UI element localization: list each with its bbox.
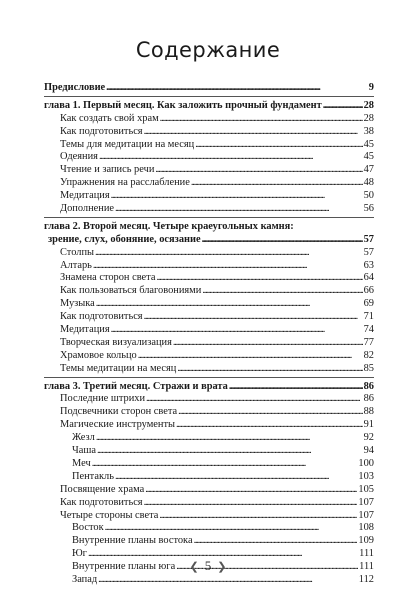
toc-entry-title: Подсвечники сторон света xyxy=(60,406,178,418)
toc-entry xyxy=(44,458,374,471)
toc-entry-page: 86 xyxy=(363,380,374,392)
toc-entry xyxy=(44,139,374,152)
toc-chapter-entry xyxy=(44,381,374,394)
toc-entry-title: Восток xyxy=(72,522,104,534)
dot-leader xyxy=(111,190,363,203)
toc-entry-title: Знамена сторон света xyxy=(60,272,156,284)
toc-entry-page: 77 xyxy=(363,336,374,348)
toc-entry-page: 94 xyxy=(363,445,374,457)
toc-entry-page: 82 xyxy=(363,349,374,361)
toc-entry-title: Меч xyxy=(72,457,91,469)
toc-entry-page: 57 xyxy=(363,233,374,245)
toc-entry-title: Юг xyxy=(72,548,87,560)
toc-entry-title: Как подготовиться xyxy=(60,125,143,137)
toc-entry-title: Магические инструменты xyxy=(60,419,175,431)
toc-entry-page: 47 xyxy=(363,164,374,176)
toc-entry-page: 56 xyxy=(363,203,374,215)
dot-leader xyxy=(177,363,362,376)
dot-leader xyxy=(144,126,363,139)
page-title: Содержание xyxy=(135,38,281,62)
dot-leader xyxy=(202,234,363,247)
toc-entry xyxy=(44,406,374,419)
dot-leader xyxy=(97,445,363,458)
toc-entry-page: 107 xyxy=(358,496,374,508)
toc-entry-page: 100 xyxy=(358,457,374,469)
toc-entry-page: 111 xyxy=(359,548,374,560)
dot-leader xyxy=(178,406,362,419)
toc-entry xyxy=(44,151,374,164)
toc-entry-title: Темы медитации на месяц xyxy=(60,362,177,374)
toc-entry-page: 64 xyxy=(363,272,374,284)
toc-entry-page: 28 xyxy=(363,99,374,111)
toc-entry-title: Жезл xyxy=(72,432,95,444)
toc-entry-page: 74 xyxy=(363,324,374,336)
toc-entry-title: Посвящение храма xyxy=(60,483,145,495)
toc-entry-title: глава 1. Первый месяц. Как заложить прочный фундамент xyxy=(44,99,322,111)
toc-entry xyxy=(44,419,374,432)
toc-entry xyxy=(44,177,374,190)
toc-entry xyxy=(44,324,374,337)
toc-entry-title: Как подготовиться xyxy=(60,496,143,508)
dot-leader xyxy=(156,272,362,285)
toc-entry-title: Пентакль xyxy=(72,470,114,482)
toc-entry xyxy=(44,203,374,216)
toc-entry-title: Запад xyxy=(72,573,98,585)
toc-entry-title: Чаша xyxy=(72,445,96,457)
section-divider xyxy=(44,377,374,380)
toc-entry-page: 50 xyxy=(363,190,374,202)
toc-entry-page: 63 xyxy=(363,259,374,271)
toc-entry-page: 107 xyxy=(358,509,374,521)
toc-chapter-entry xyxy=(44,82,374,95)
toc-entry-page: 85 xyxy=(363,362,374,374)
toc-entry-page: 108 xyxy=(358,522,374,534)
toc-entry-title: Последние штрихи xyxy=(60,393,146,405)
toc-entry-title: Как создать свой храм xyxy=(60,112,159,124)
toc-entry xyxy=(44,363,374,376)
toc-entry-title: зрение, слух, обоняние, осязание xyxy=(48,233,201,245)
toc-entry xyxy=(44,522,374,535)
dot-leader xyxy=(115,471,357,484)
dot-leader xyxy=(111,324,363,337)
toc-entry-title: Внутренние планы востока xyxy=(72,535,193,547)
toc-entry-page: 103 xyxy=(358,470,374,482)
section-divider xyxy=(44,217,374,220)
section-divider xyxy=(44,96,374,99)
toc-entry-page: 28 xyxy=(363,112,374,124)
toc-chapter-entry xyxy=(44,234,374,247)
toc-entry-page: 9 xyxy=(368,82,374,93)
toc-entry xyxy=(44,298,374,311)
toc-chapter-entry xyxy=(44,221,374,234)
toc-entry-title: Одеяния xyxy=(60,151,98,163)
dot-leader xyxy=(323,100,363,113)
toc-entry xyxy=(44,164,374,177)
toc-entry xyxy=(44,126,374,139)
toc-entry-page: 45 xyxy=(363,138,374,150)
toc-entry xyxy=(44,272,374,285)
toc-entry-title: глава 2. Второй месяц. Четыре краеугольных камня: xyxy=(44,220,294,232)
toc-entry-page: 91 xyxy=(363,419,374,431)
toc-entry-page: 38 xyxy=(363,125,374,137)
toc-entry-title: Чтение и запись речи xyxy=(60,164,155,176)
toc-entry-title: Дополнение xyxy=(60,203,114,215)
toc-entry-page: 88 xyxy=(363,406,374,418)
toc-entry xyxy=(44,190,374,203)
toc-entry xyxy=(44,350,374,363)
dot-leader xyxy=(96,298,363,311)
left-ornament-icon: ❮ xyxy=(189,561,199,573)
toc-entry-title: Упражнения на расслабление xyxy=(60,177,190,189)
toc-entry xyxy=(44,285,374,298)
dot-leader xyxy=(99,151,363,164)
dot-leader xyxy=(195,139,362,152)
toc-entry xyxy=(44,113,374,126)
toc-entry xyxy=(44,497,374,510)
toc-entry-title: Темы для медитации на месяц xyxy=(60,138,195,150)
toc-entry-title: Творческая визуализация xyxy=(60,336,172,348)
dot-leader xyxy=(105,522,358,535)
dot-leader xyxy=(202,285,362,298)
toc-entry-page: 57 xyxy=(363,246,374,258)
toc-entry-page: 105 xyxy=(358,483,374,495)
toc-entry-page: 109 xyxy=(358,535,374,547)
toc-entry-page: 48 xyxy=(363,177,374,189)
page-number-value: 5 xyxy=(204,558,212,573)
toc-entry-page: 92 xyxy=(363,432,374,444)
dot-leader xyxy=(115,203,363,216)
toc-entry-title: Медитация xyxy=(60,324,110,336)
toc-entry-page: 45 xyxy=(363,151,374,163)
toc-entry-title: Музыка xyxy=(60,298,95,310)
toc-entry xyxy=(44,337,374,350)
toc-entry xyxy=(44,260,374,273)
toc-entry xyxy=(44,510,374,523)
dot-leader xyxy=(145,484,357,497)
toc-entry-page: 86 xyxy=(363,393,374,405)
dot-leader xyxy=(160,113,363,126)
toc-entry-title: Внутренние планы юга xyxy=(72,561,176,573)
table-of-contents xyxy=(44,82,374,587)
dot-leader xyxy=(92,458,358,471)
dot-leader xyxy=(159,510,357,523)
dot-leader xyxy=(173,337,363,350)
toc-entry xyxy=(44,311,374,324)
toc-entry xyxy=(44,574,374,587)
toc-entry-page: 112 xyxy=(358,573,374,585)
toc-entry-page: 71 xyxy=(363,311,374,323)
toc-entry xyxy=(44,432,374,445)
right-ornament-icon: ❯ xyxy=(217,561,227,573)
toc-entry xyxy=(44,393,374,406)
dot-leader xyxy=(155,164,362,177)
toc-entry-title: Храмовое кольцо xyxy=(60,349,137,361)
toc-entry xyxy=(44,247,374,260)
dot-leader xyxy=(138,350,363,363)
toc-entry-title: Четыре стороны света xyxy=(60,509,159,521)
toc-entry xyxy=(44,535,374,548)
dot-leader xyxy=(191,177,363,190)
toc-entry-title: Предисловие xyxy=(44,82,106,93)
toc-entry-title: Как подготовиться xyxy=(60,311,143,323)
dot-leader xyxy=(106,82,368,95)
dot-leader xyxy=(96,432,363,445)
toc-entry-title: глава 3. Третий месяц. Стражи и врата xyxy=(44,380,228,392)
toc-entry-title: Алтарь xyxy=(60,259,92,271)
dot-leader xyxy=(229,381,363,394)
dot-leader xyxy=(144,497,358,510)
toc-entry-title: Как пользоваться благовониями xyxy=(60,285,202,297)
toc-entry xyxy=(44,445,374,458)
toc-entry-title: Столпы xyxy=(60,246,94,258)
toc-entry-page: 66 xyxy=(363,285,374,297)
dot-leader xyxy=(93,260,363,273)
toc-chapter-entry xyxy=(44,100,374,113)
dot-leader xyxy=(176,419,363,432)
toc-entry-page: 111 xyxy=(359,561,374,573)
toc-entry xyxy=(44,471,374,484)
dot-leader xyxy=(194,535,358,548)
toc-entry xyxy=(44,484,374,497)
toc-entry-page: 69 xyxy=(363,298,374,310)
page-number xyxy=(0,558,416,574)
toc-entry-title: Медитация xyxy=(60,190,110,202)
dot-leader xyxy=(144,311,363,324)
dot-leader xyxy=(95,247,363,260)
dot-leader xyxy=(98,574,358,587)
dot-leader xyxy=(146,393,363,406)
